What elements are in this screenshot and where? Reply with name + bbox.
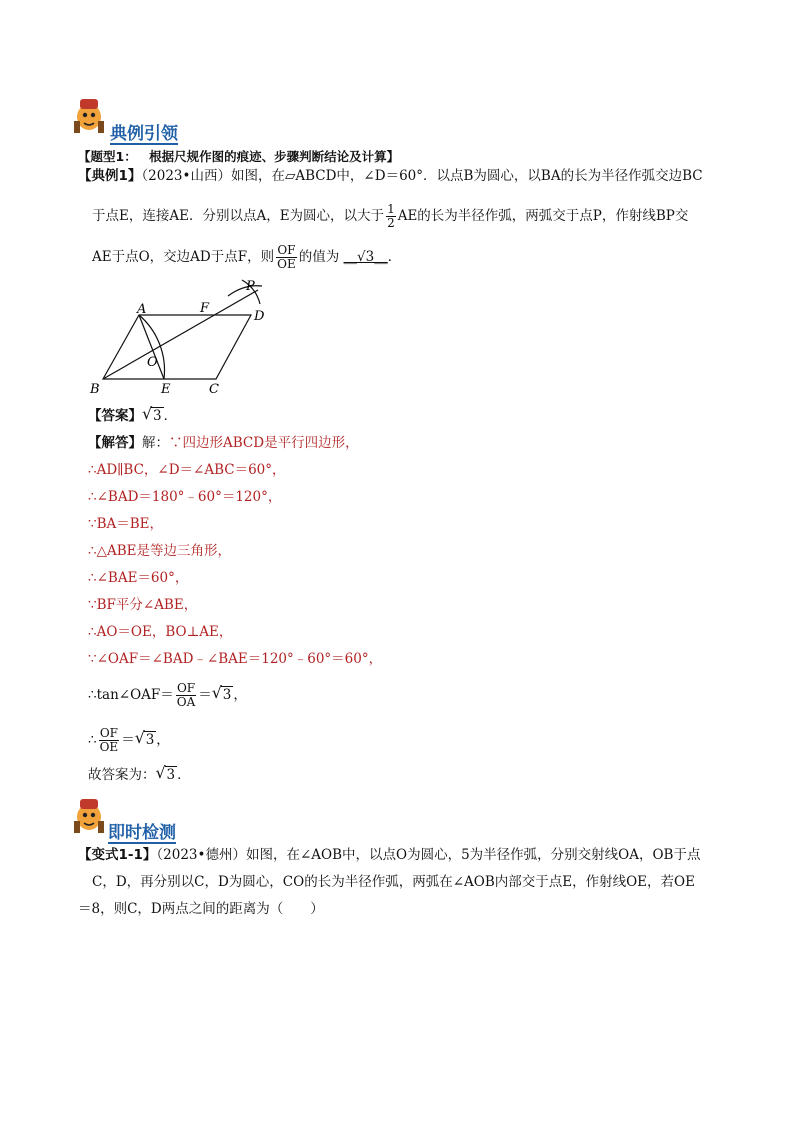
- topic-heading: 【题型1： 根据尺规作图的痕迹、步骤判断结论及计算】: [78, 149, 400, 164]
- ray-bp: [103, 290, 258, 379]
- label-b: B: [90, 382, 100, 397]
- solution-line-7: ∵BF平分∠ABE，: [88, 597, 198, 613]
- solution-line-6: ∴∠BAE＝60°，: [88, 570, 189, 586]
- variant-line-3: ＝8，则C，D两点之间的距离为（ ）: [78, 901, 324, 917]
- solution-line-3: ∴∠BAD＝180°﹣60°＝120°，: [88, 489, 282, 505]
- sqrt-answer: √ 3: [142, 407, 164, 425]
- fraction-of-oe-2: $\frac{OF}{OE}$: [99, 726, 119, 754]
- solution-final: 故答案为：√ 3 ．: [88, 766, 191, 784]
- solution-line-1: 【解答】解：∵四边形ABCD是平行四边形，: [88, 435, 359, 451]
- answer-blank: __√3__: [343, 249, 388, 265]
- variant-line-2: C，D，再分别以C，D为圆心，CO的长为半径作弧，两弧在∠AOB内部交于点E，作射线OE，若OE: [92, 874, 695, 890]
- fraction-of-oa: $\frac{OF}{OA}$: [176, 681, 196, 709]
- pencil-mascot-icon: [72, 97, 106, 137]
- label-p: P: [246, 279, 255, 294]
- parallelogram-diagram: [86, 276, 286, 400]
- solution-line-9: ∵∠OAF＝∠BAD﹣∠BAE＝120°﹣60°＝60°，: [88, 651, 383, 667]
- label-e: E: [161, 382, 171, 397]
- label-a: A: [137, 302, 147, 317]
- solution-line-8: ∴AO＝OE，BO⊥AE，: [88, 624, 233, 640]
- label-o: O: [147, 355, 158, 370]
- label-d: D: [254, 309, 265, 324]
- example-line-1: 【典例1】（2023•山西）如图，在▱ABCD中，∠D＝60°．以点B为圆心，以BA的长为半径作弧交边BC: [78, 168, 703, 184]
- solution-line-10: ∴tan∠OAF＝ $\frac{OF}{OA}$ ＝√ 3 ，: [88, 682, 247, 709]
- variant-line-1: 【变式1-1】（2023•德州）如图，在∠AOB中，以点O为圆心，5为半径作弧，分别交射线OA，OB于点: [78, 847, 701, 863]
- solution-line-5: ∴△ABE是等边三角形，: [88, 543, 231, 559]
- solution-line-4: ∵BA＝BE，: [88, 516, 164, 532]
- section-title-practice: 即时检测: [108, 823, 176, 843]
- solution-line-2: ∴AD∥BC，∠D＝∠ABC＝60°，: [88, 462, 286, 478]
- answer-line: 【答案】√ 3 ．: [88, 407, 177, 425]
- solution-line-11: ∴ $\frac{OF}{OE}$ ＝√ 3 ，: [88, 727, 170, 754]
- parallelogram-abcd: [103, 315, 251, 379]
- section-title-examples: 典例引领: [110, 124, 178, 144]
- fraction-of-oe: $\frac{OF}{OE}$: [277, 243, 296, 271]
- example-line-3: AE于点O，交边AD于点F，则 $\frac{OF}{OE}$ 的值为 __√3__．: [92, 243, 402, 271]
- pencil-mascot-icon: [72, 797, 106, 837]
- fraction-half: $\frac{1}{2}$: [387, 202, 395, 230]
- example-line-2: 于点E，连接AE．分别以点A，E为圆心，以大于 $\frac{1}{2}$ AE的长为半径作弧，两弧交于点P，作射线BP交: [92, 202, 689, 230]
- label-c: C: [209, 382, 219, 397]
- label-f: F: [200, 301, 210, 316]
